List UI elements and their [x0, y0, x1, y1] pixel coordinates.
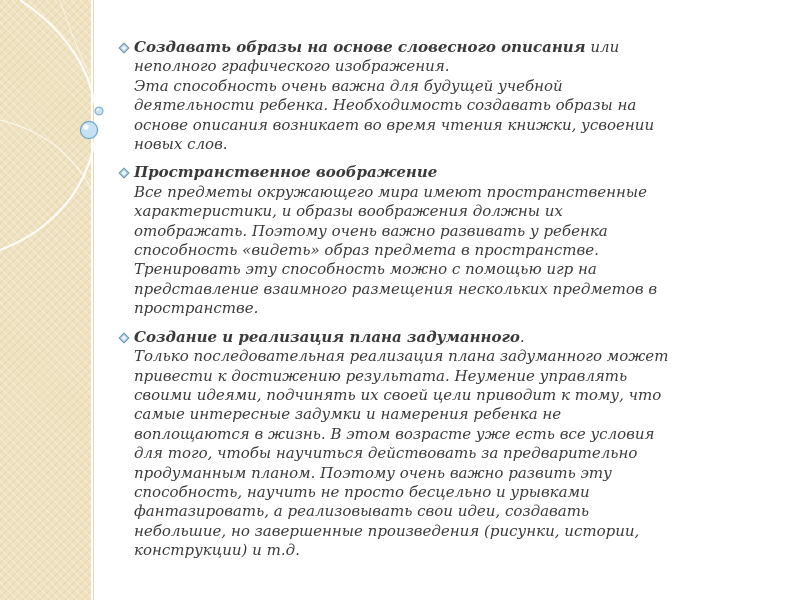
item-title-suffix: .	[519, 327, 525, 346]
diamond-bullet-icon	[118, 332, 130, 344]
bubble-small-icon	[95, 107, 103, 115]
item-title-suffix: или неполного графического изображения.	[134, 38, 620, 76]
content-list	[118, 38, 678, 570]
item-title: Создавать образы на основе словесного описания	[134, 38, 586, 56]
diamond-bullet-icon	[118, 42, 130, 54]
item-body: Эта способность очень важна для будущей учебной деятельности ребенка. Необходимость создавать образы на основе описания возникает во время чтения книжки, усвоении новых слов.	[134, 76, 655, 154]
diamond-bullet-icon	[118, 167, 130, 179]
list-item	[118, 328, 678, 561]
item-body: Все предметы окружающего мира имеют пространственные характеристики, и образы воображения должны их отображать. Поэтому очень важно развивать у ребенка способность «видеть» образ предмета в пространстве. Тренировать эту способность можно с помощью игр на представление взаимного размещения нескольких предметов в пространстве.	[134, 182, 658, 318]
list-item	[118, 163, 678, 318]
list-item	[118, 38, 678, 154]
item-body: Только последовательная реализация плана задуманного может привести к достижению результата. Неумение управлять своими идеями, подчинять их своей цели приводит к тому, что самые интересные задумки и намерения ребенка не воплощаются в жизнь. В этом возрасте уже есть все условия для того, чтобы научиться действовать за предварительно продуманным планом. Поэтому очень важно развить эту способность, научить не просто бесцельно и урывками фантазировать, а реализовывать свои идеи, создавать небольшие, но завершенные произведения (рисунки, истории, конструкции) и т.д.	[134, 347, 669, 560]
item-title: Создание и реализация плана задуманного	[134, 327, 520, 346]
bubble-large-icon	[81, 122, 98, 139]
item-title: Пространственное воображение	[134, 163, 438, 182]
